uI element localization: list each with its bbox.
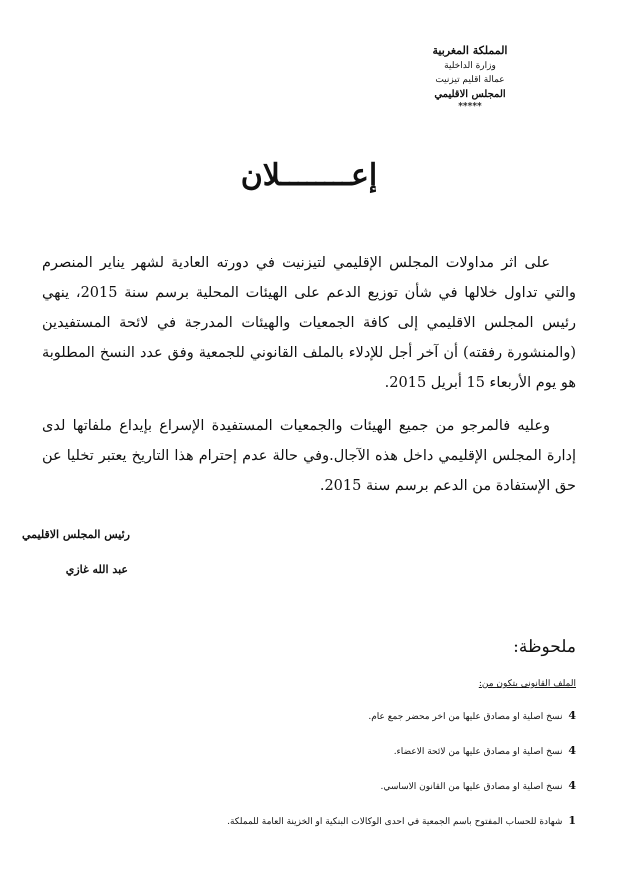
letterhead-council: المجلس الاقليمي bbox=[434, 88, 506, 100]
notes-list bbox=[42, 709, 576, 827]
notes-section bbox=[42, 637, 576, 849]
notes-item-count: 4 bbox=[568, 744, 576, 757]
notes-list-item bbox=[42, 779, 576, 792]
notes-item-text: شهادة للحساب المفتوح باسم الجمعية في احدى الوكالات البنكية او الخزينة العامة للمملكة. bbox=[227, 817, 563, 827]
letterhead-ministry: وزارة الداخلية bbox=[444, 61, 496, 72]
body-paragraph-2: وعليه فالمرجو من جميع الهيئات والجمعيات المستفيدة الإسراع بإيداع ملفاتها لدى إدارة المجلس الإقليمي داخل هذه الآجال.وفي حالة عدم إحترام هذا التاريخ يعتبر تخليا عن حق الإستفادة من الدعم برسم سنة 2015. bbox=[42, 418, 576, 494]
letterhead-prefecture: عمالة اقليم تيزنيت bbox=[435, 74, 505, 85]
notes-item-text: نسخ اصلية او مصادق عليها من لائحة الاعضاء. bbox=[393, 747, 563, 757]
body-paragraph-1: على اثر مداولات المجلس الإقليمي لتيزنيت في دورته العادية لشهر يناير المنصرم والتي تداول خلالها في شأن توزيع الدعم على الهيئات المحلية برسم سنة 2015، ينهي رئيس المجلس الاقليمي إلى كافة الجمعيات والهيئات المدرجة في لائحة المستفيدين (والمنشورة رفقته) أن آخر أجل للإدلاء بالملف القانوني للجمعية وفق عدد النسخ المطلوبة هو يوم الأربعاء 15 أبريل 2015. bbox=[42, 255, 576, 391]
notes-item-count: 1 bbox=[568, 814, 576, 827]
signature-role: رئيس المجلس الاقليمي bbox=[22, 528, 130, 541]
notes-intro: الملف القانوني يتكون من: bbox=[478, 679, 576, 689]
notes-list-item bbox=[42, 814, 576, 827]
notes-item-text: نسخ اصلية او مصادق عليها من القانون الاساسي. bbox=[380, 782, 563, 792]
notes-list-item bbox=[42, 709, 576, 722]
letterhead-kingdom: المملكة المغربية bbox=[432, 44, 508, 57]
letterhead-stars: ***** bbox=[458, 101, 482, 112]
notes-item-count: 4 bbox=[568, 779, 576, 792]
document-title: إعــــــــلان bbox=[240, 158, 378, 193]
notes-item-text: نسخ اصلية او مصادق عليها من اخر محضر جمع عام. bbox=[368, 712, 563, 722]
announcement-body bbox=[42, 248, 576, 501]
notes-heading: ملحوظة: bbox=[513, 637, 576, 657]
notes-item-count: 4 bbox=[568, 709, 576, 722]
notes-list-item bbox=[42, 744, 576, 757]
signature-name: عبد الله غازي bbox=[65, 563, 128, 576]
letterhead bbox=[390, 44, 550, 113]
